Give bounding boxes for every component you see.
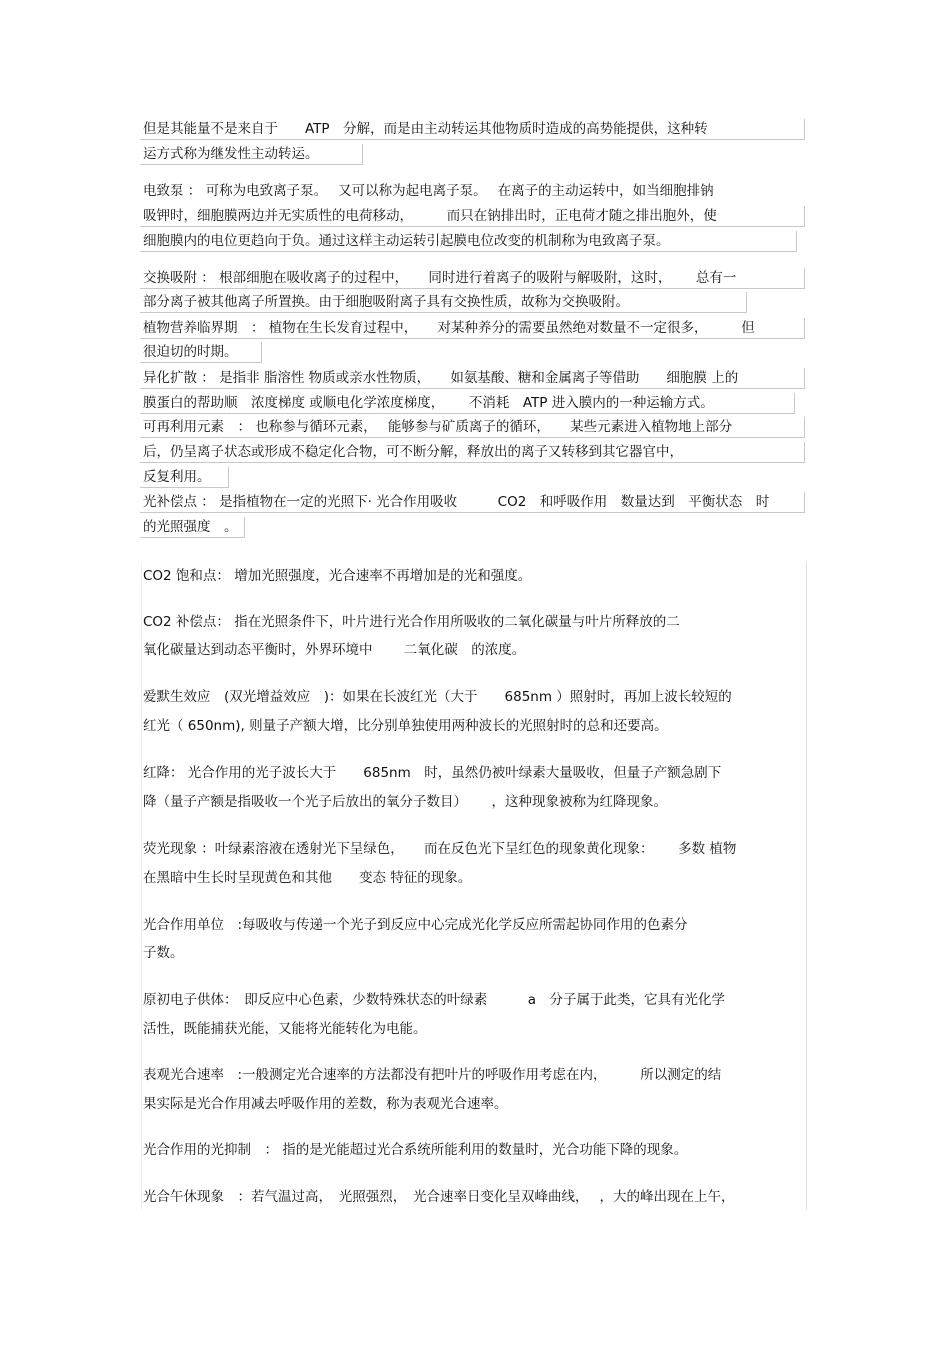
text-line: 子数。 xyxy=(143,945,184,961)
text-line: 果实际是光合作用减去呼吸作用的差数，称为表观光合速率。 xyxy=(143,1096,508,1112)
text-line: 光合作用单位 :每吸收与传递一个光子到反应中心完成光化学反应所需起协同作用的色素分 xyxy=(143,917,688,933)
text-line: 膜蛋白的帮助顺 浓度梯度 或顺电化学浓度梯度， 不消耗 ATP 进入膜内的一种运输方式。 xyxy=(143,395,714,411)
text-line: 活性，既能捕获光能，又能将光能转化为电能。 xyxy=(143,1021,427,1037)
text-line: 光合午休现象 ：若气温过高， 光照强烈， 光合速率日变化呈双峰曲线， ，大的峰出现在上午， xyxy=(143,1189,735,1205)
text-line: CO2 补偿点： 指在光照条件下，叶片进行光合作用所吸收的二氧化碳量与叶片所释放的二 xyxy=(143,614,680,630)
left-border xyxy=(141,562,142,1210)
text-line: 植物营养临界期 ： 植物在生长发育过程中， 对某种养分的需要虽然绝对数量不一定很多， 但 xyxy=(143,320,755,336)
text-line: 但是其能量不是来自于 ATP 分解，而是由主动转运其他物质时造成的高势能提供，这种转 xyxy=(143,121,708,137)
text-line: 原初电子供体： 即反应中心色素，少数特殊状态的叶绿素 a 分子属于此类，它具有光化学 xyxy=(143,992,726,1008)
text-line: 可再利用元素 ： 也称参与循环元素， 能够参与矿质离子的循环， 某些元素进入植物地上部分 xyxy=(143,419,733,435)
text-line: 电致泵 ： 可称为电致离子泵。 又可以称为起电离子泵。 在离子的主动运转中，如当细胞排钠 xyxy=(143,183,714,199)
text-line: 后，仍呈离子状态或形成不稳定化合物，可不断分解，释放出的离子又转移到其它器官中， xyxy=(143,444,683,460)
text-line: 红降： 光合作用的光子波长大于 685nm 时，虽然仍被叶绿素大量吸收，但量子产额急剧下 xyxy=(143,765,722,781)
text-line: 吸钾时，细胞膜两边并无实质性的电荷移动， 而只在钠排出时，正电荷才随之排出胞外，使 xyxy=(143,208,717,224)
text-line: 很迫切的时期。 xyxy=(143,344,238,360)
text-line: 异化扩散 ： 是指非 脂溶性 物质或亲水性物质， 如氨基酸、糖和金属离子等借助 细胞膜 上的 xyxy=(143,370,739,386)
text-line: 氧化碳量达到动态平衡时，外界环境中 二氧化碳 的浓度。 xyxy=(143,642,526,658)
text-line: 光合作用的光抑制 ： 指的是光能超过光合系统所能利用的数量时，光合功能下降的现象。 xyxy=(143,1142,688,1158)
text-line: CO2 饱和点： 增加光照强度，光合速率不再增加是的光和强度。 xyxy=(143,568,532,584)
right-border xyxy=(806,562,807,1210)
text-line: 降（量子产额是指吸收一个光子后放出的氧分子数目） ，这种现象被称为红降现象。 xyxy=(143,794,668,810)
text-line: 部分离子被其他离子所置换。由于细胞吸附离子具有交换性质，故称为交换吸附。 xyxy=(143,294,629,310)
text-line: 光补偿点 ： 是指植物在一定的光照下· 光合作用吸收 CO2 和呼吸作用 数量达到 平衡状态 时 xyxy=(143,494,770,510)
text-line: 表观光合速率 :一般测定光合速率的方法都没有把叶片的呼吸作用考虑在内， 所以测定的结 xyxy=(143,1067,722,1083)
text-line: 在黑暗中生长时呈现黄色和其他 变态 特征的现象。 xyxy=(143,870,472,886)
text-line: 荧光现象 ：叶绿素溶液在透射光下呈绿色， 而在反色光下呈红色的现象黄化现象： 多数 植物 xyxy=(143,841,737,857)
text-line: 细胞膜内的电位更趋向于负。通过这样主动运转引起膜电位改变的机制称为电致离子泵。 xyxy=(143,233,670,249)
text-line: 交换吸附 ： 根部细胞在吸收离子的过程中， 同时进行着离子的吸附与解吸附，这时， 总有一 xyxy=(143,270,737,286)
text-line: 爱默生效应 (双光增益效应 )：如果在长波红光（大于 685nm ）照射时，再加上波长较短的 xyxy=(143,689,732,705)
text-line: 反复利用。 xyxy=(143,469,211,485)
text-line: 运方式称为继发性主动转运。 xyxy=(143,146,319,162)
text-line: 红光（ 650nm), 则量子产额大增，比分别单独使用两种波长的光照射时的总和还要高。 xyxy=(143,718,668,734)
text-line: 的光照强度 。 xyxy=(143,519,238,535)
